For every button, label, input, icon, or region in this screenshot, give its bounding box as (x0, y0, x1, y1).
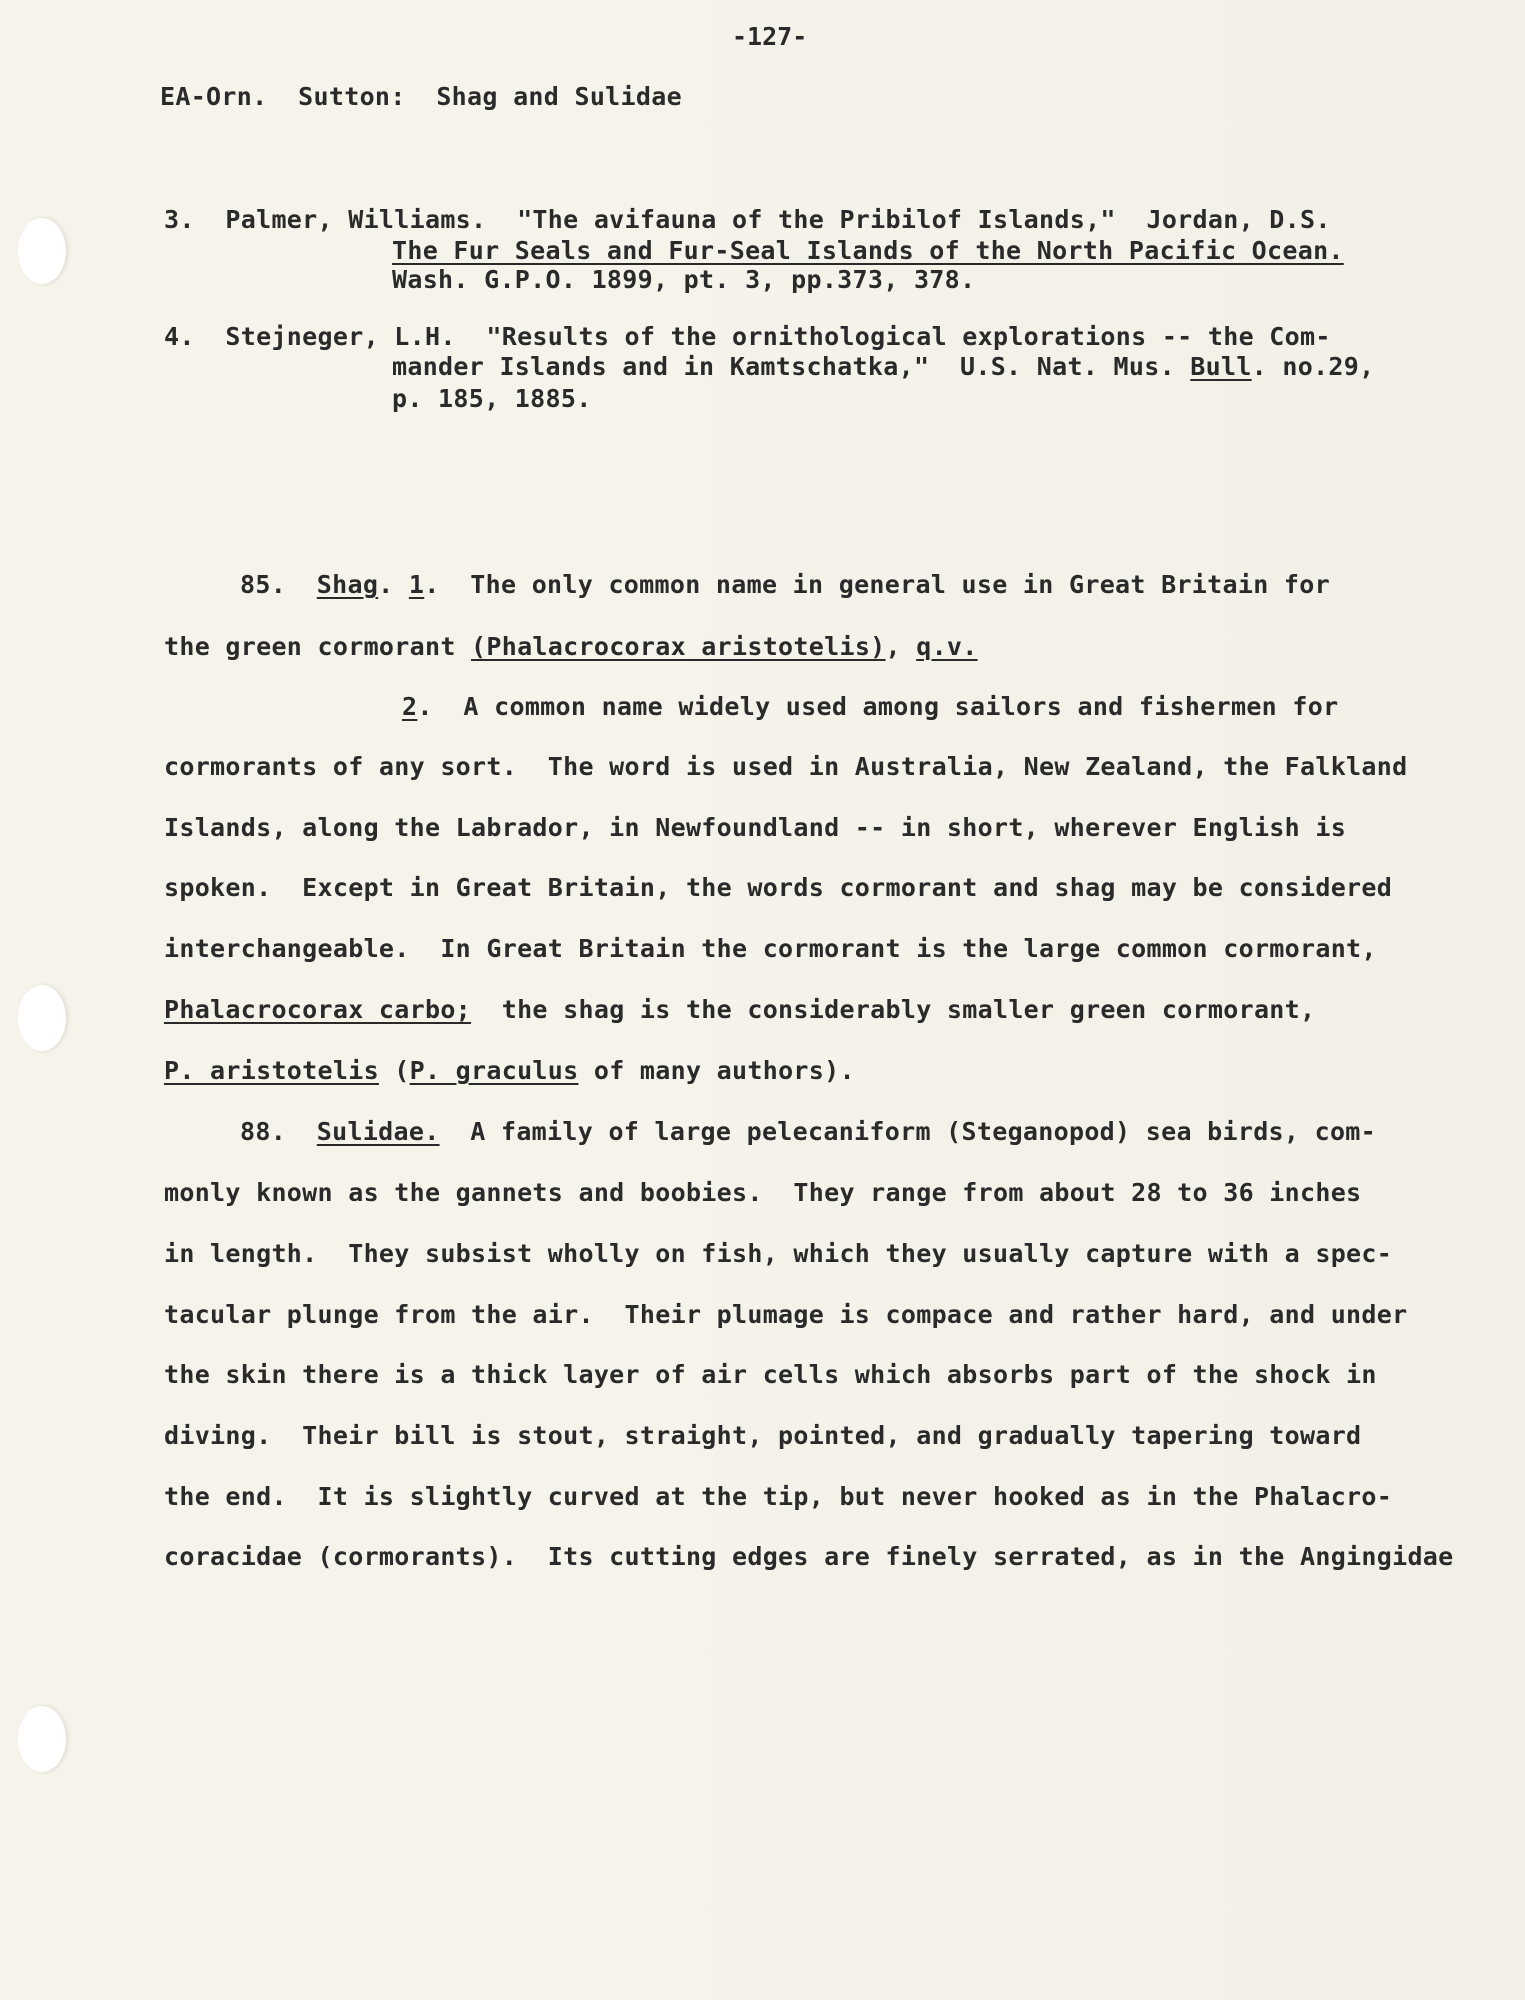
shag-line-3 (402, 692, 1338, 722)
page-number: -127- (732, 22, 808, 51)
sulidae-line-5: the skin there is a thick layer of air cells which absorbs part of the shock in (164, 1360, 1377, 1389)
punch-hole (18, 1706, 66, 1772)
shag-punct: ( (378, 1056, 410, 1085)
reference-4-text: mander Islands and in Kamtschatka," U.S. Nat. Mus. (392, 352, 1191, 381)
shag-text: the green cormorant (164, 632, 472, 661)
sulidae-line-8: coracidae (cormorants). Its cutting edges are finely serrated, as in the Angingidae (164, 1542, 1454, 1571)
shag-sense-1: 1 (408, 570, 425, 599)
shag-headword: Shag (316, 570, 379, 599)
reference-4-bull: Bull (1190, 352, 1252, 381)
shag-line-8 (164, 995, 1315, 1025)
shag-line-5: Islands, along the Labrador, in Newfoundland -- in short, wherever English is (164, 813, 1347, 842)
shag-text: the shag is the considerably smaller green cormorant, (471, 995, 1316, 1024)
shag-qv: q.v. (916, 632, 978, 661)
shag-punct: , (885, 632, 917, 661)
punch-hole (18, 218, 66, 284)
shag-species-name: (Phalacrocorax aristotelis) (471, 632, 886, 661)
shag-sense-1-text: . The only common name in general use in Great Britain for (424, 570, 1330, 599)
shag-line-7: interchangeable. In Great Britain the cormorant is the large common cormorant, (164, 934, 1377, 963)
reference-3-line-1: 3. Palmer, Williams. "The avifauna of the Pribilof Islands," Jordan, D.S. (164, 205, 1331, 234)
sulidae-line-1 (240, 1117, 1376, 1147)
shag-line-4: cormorants of any sort. The word is used in Australia, New Zealand, the Falkland (164, 752, 1408, 781)
shag-text: of many authors). (578, 1056, 855, 1085)
shag-sense-2-text: . A common name widely used among sailors and fishermen for (417, 692, 1339, 721)
punch-hole (18, 985, 66, 1051)
shag-line-9 (164, 1056, 855, 1086)
shag-line-1 (240, 570, 1330, 600)
sulidae-line-7: the end. It is slightly curved at the tip, but never hooked as in the Phalacro- (164, 1482, 1393, 1511)
shag-line-6: spoken. Except in Great Britain, the words cormorant and shag may be considered (164, 873, 1393, 902)
reference-3-line-2: The Fur Seals and Fur-Seal Islands of the North Pacific Ocean. (392, 236, 1344, 265)
shag-graculus: P. graculus (409, 1056, 579, 1085)
shag-aristotelis: P. aristotelis (164, 1056, 379, 1085)
shag-sense-2: 2 (402, 692, 418, 721)
shag-punct: . (378, 570, 409, 599)
shag-line-2 (164, 632, 978, 662)
reference-3-line-3: Wash. G.P.O. 1899, pt. 3, pp.373, 378. (392, 265, 976, 294)
reference-4-text-end: . no.29, (1251, 352, 1375, 381)
sulidae-line-6: diving. Their bill is stout, straight, pointed, and gradually tapering toward (164, 1421, 1362, 1450)
shag-entry-number: 85. (240, 570, 317, 599)
sulidae-line-2: monly known as the gannets and boobies. They range from about 28 to 36 inches (164, 1178, 1362, 1207)
sulidae-line-3: in length. They subsist wholly on fish, which they usually capture with a spec- (164, 1239, 1393, 1268)
sulidae-text: A family of large pelecaniform (Steganopod) sea birds, com- (439, 1117, 1377, 1146)
sulidae-line-4: tacular plunge from the air. Their plumage is compace and rather hard, and under (164, 1300, 1408, 1329)
sulidae-entry-number: 88. (240, 1117, 317, 1146)
reference-4-line-3: p. 185, 1885. (392, 384, 592, 413)
shag-carbo: Phalacrocorax carbo; (164, 995, 472, 1024)
running-header: EA-Orn. Sutton: Shag and Sulidae (160, 82, 682, 111)
reference-4-line-2 (392, 352, 1374, 382)
sulidae-headword: Sulidae. (316, 1117, 440, 1146)
reference-4-line-1: 4. Stejneger, L.H. "Results of the ornithological explorations -- the Com- (164, 322, 1331, 351)
